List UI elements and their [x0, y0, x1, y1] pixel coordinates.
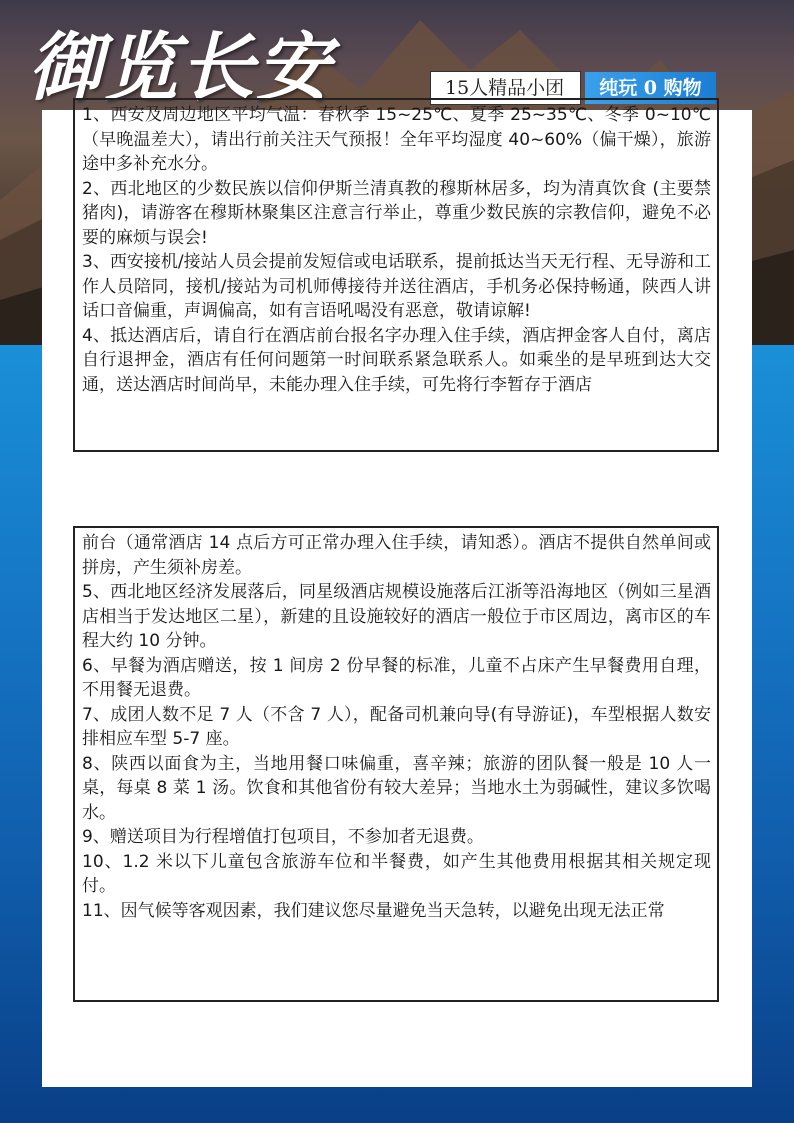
notice-box-1	[73, 98, 719, 452]
notice-item-1: 1、西安及周边地区平均气温：春秋季 15~25℃、夏季 25~35℃、冬季 0~10℃（早晚温差大），请出行前关注天气预报！全年平均湿度 40~60%（偏干燥），旅游途中多补充水分。	[82, 105, 711, 174]
notice-item-2: 2、西北地区的少数民族以信仰伊斯兰清真教的穆斯林居多，均为清真饮食 (主要禁猪肉)，请游客在穆斯林聚集区注意言行举止，尊重少数民族的宗教信仰，避免不必要的麻烦与误会!	[82, 178, 711, 248]
notice-item-8: 8、陕西以面食为主，当地用餐口味偏重，喜辛辣；旅游的团队餐一般是 10 人一桌，每桌 8 菜 1 汤。饮食和其他省份有较大差异；当地水土为弱碱性，建议多饮喝水。	[82, 753, 711, 823]
notice-item-3: 3、西安接机/接站人员会提前发短信或电话联系，提前抵达当天无行程、无导游和工作人员陪同，接机/接站为司机师傅接待并送往酒店，手机务必保持畅通，陕西人讲话口音偏重，声调偏高，如有言语吼喝没有恶意，敬请谅解!	[82, 252, 711, 321]
notice-box-2	[73, 526, 719, 1002]
notice-item-6: 6、早餐为酒店赠送，按 1 间房 2 份早餐的标准，儿童不占床产生早餐费用自理，不用餐无退费。	[82, 655, 711, 700]
notice-item-5: 5、西北地区经济发展落后，同星级酒店规模设施落后江浙等沿海地区（例如三星酒店相当于发达地区二星），新建的且设施较好的酒店一般位于市区周边，离市区的车程大约 10 分钟。	[82, 582, 711, 651]
notice-item-11: 11、因气候等客观因素，我们建议您尽量避免当天急转，以避免出现无法正常	[82, 900, 665, 921]
notice-item-9: 9、赠送项目为行程增值打包项目，不参加者无退费。	[82, 827, 484, 847]
notice-item-7: 7、成团人数不足 7 人（不含 7 人），配备司机兼向导(有导游证)，车型根据人数安排相应车型 5-7 座。	[82, 704, 711, 749]
no-shopping-tag: 纯玩 0 购物	[585, 72, 715, 104]
notice-item-4: 4、抵达酒店后，请自行在酒店前台报名字办理入住手续，酒店押金客人自付，离店自行退押金，酒店有任何问题第一时间联系紧急联系人。如乘坐的是早班到达大交通，送达酒店时间尚早，未能办理入住手续，可先将行李暂存于酒店	[82, 325, 711, 395]
notice-item-4-continued: 前台（通常酒店 14 点后方可正常办理入住手续，请知悉）。酒店不提供自然单间或拼房，产生须补房差。	[82, 533, 711, 578]
title-calligraphy: 御览长安	[28, 25, 332, 111]
notice-item-10: 10、1.2 米以下儿童包含旅游车位和半餐费，如产生其他费用根据其相关规定现付。	[82, 851, 711, 896]
group-size-tag: 15人精品小团	[430, 71, 581, 105]
